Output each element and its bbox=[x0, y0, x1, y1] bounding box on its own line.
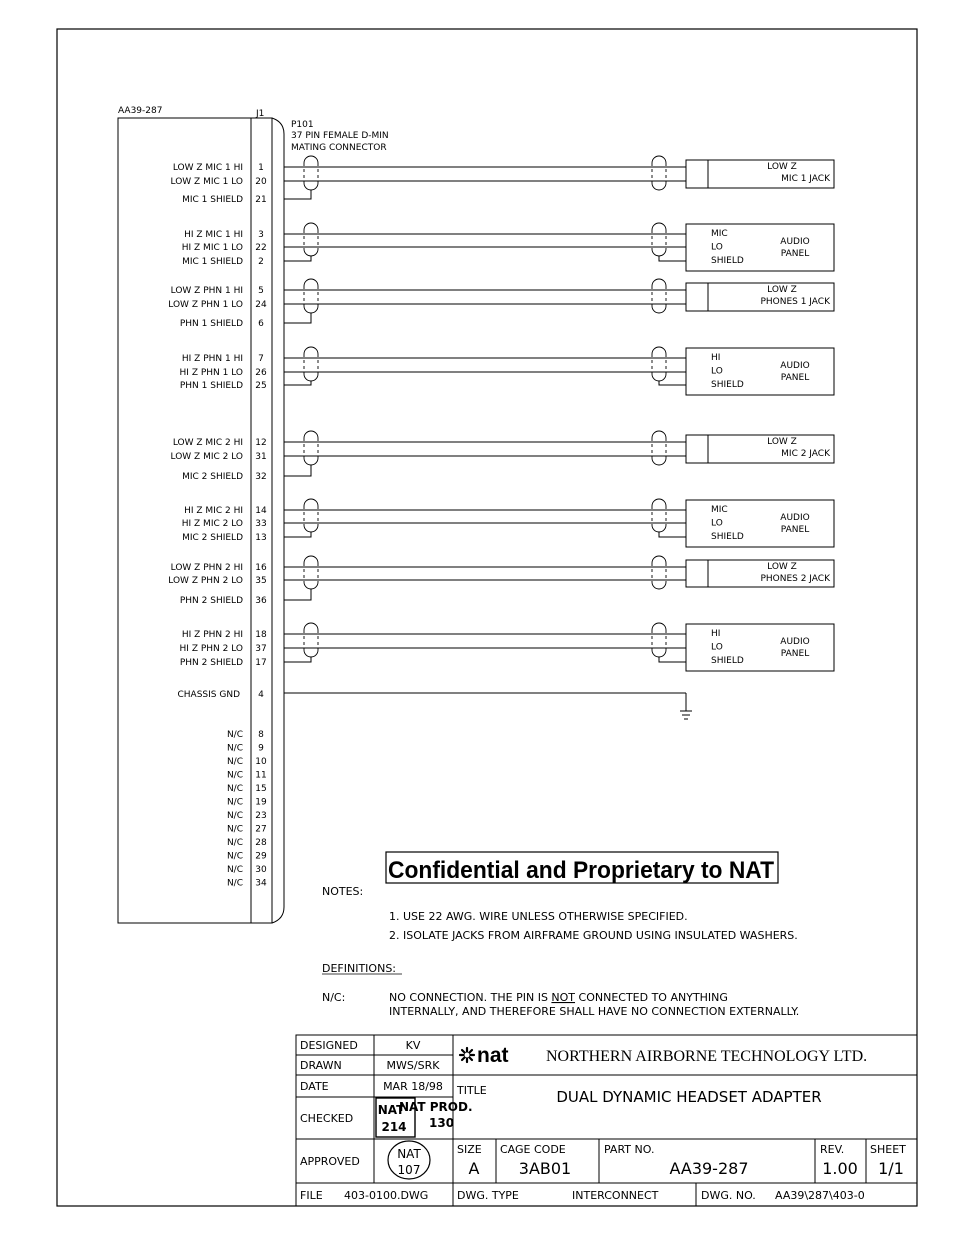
nc-pin-number: 15 bbox=[255, 784, 267, 794]
file-label: FILE bbox=[300, 1189, 323, 1202]
production-stamp bbox=[399, 1100, 473, 1130]
note-1: 1. USE 22 AWG. WIRE UNLESS OTHERWISE SPECIFIED. bbox=[389, 910, 688, 923]
approved-stamp-number: 107 bbox=[397, 1163, 421, 1177]
shield-drain-wire bbox=[659, 256, 686, 261]
nc-pin-number: 28 bbox=[255, 838, 267, 848]
panel-terminal-label: SHIELD bbox=[711, 656, 744, 666]
panel-terminal-label: HI bbox=[711, 353, 721, 363]
cable-shield-icon bbox=[652, 183, 666, 190]
checked-stamp-name: NAT bbox=[377, 1103, 405, 1117]
nc-label: N/C bbox=[226, 797, 243, 808]
nc-term: N/C: bbox=[322, 991, 346, 1004]
cable-shield-icon bbox=[304, 582, 318, 589]
shield-drain-wire bbox=[284, 589, 311, 600]
pin-number: 3 bbox=[258, 230, 264, 240]
part-no-value: AA39-287 bbox=[669, 1159, 749, 1178]
panel-terminal-label: MIC bbox=[711, 229, 728, 239]
checked-label: CHECKED bbox=[300, 1112, 354, 1125]
pin-function-label: HI Z PHN 1 HI bbox=[181, 354, 243, 364]
panel-terminal-label: LO bbox=[711, 242, 723, 253]
ground-icon bbox=[680, 711, 692, 719]
mating-connector-outline bbox=[272, 118, 284, 923]
pin-number: 22 bbox=[255, 243, 267, 253]
pin-number: 37 bbox=[255, 644, 267, 654]
panel-terminal-label: LO bbox=[711, 642, 723, 653]
cable-shield-icon bbox=[652, 306, 666, 313]
production-stamp-name: NAT PROD. bbox=[399, 1100, 473, 1114]
pin-number: 26 bbox=[255, 368, 267, 378]
panel-terminal-label: MIC bbox=[711, 505, 728, 515]
cable-shield-icon bbox=[304, 374, 318, 381]
nc-pin-number: 30 bbox=[255, 865, 267, 875]
pin-number: 25 bbox=[255, 381, 267, 391]
size-value: A bbox=[468, 1159, 480, 1178]
title-label: TITLE bbox=[457, 1084, 487, 1097]
note-2: 2. ISOLATE JACKS FROM AIRFRAME GROUND USING INSULATED WASHERS. bbox=[389, 929, 798, 942]
notes-heading: NOTES: bbox=[322, 885, 364, 898]
cable-shield-icon bbox=[304, 650, 318, 657]
nc-definition-part2: CONNECTED TO ANYTHING bbox=[575, 991, 728, 1004]
shield-drain-wire bbox=[659, 532, 686, 537]
panel-terminal-label: LO bbox=[711, 518, 723, 529]
drawn-label: DRAWN bbox=[300, 1059, 342, 1072]
shield-drain-wire bbox=[284, 465, 311, 476]
nc-label: N/C bbox=[226, 770, 243, 781]
connector-label: J1 bbox=[256, 109, 265, 119]
dwg-no-value: AA39\287\403-0 bbox=[775, 1189, 865, 1202]
pin-function-label: HI Z PHN 2 HI bbox=[181, 630, 243, 640]
nc-pin-number: 8 bbox=[258, 730, 264, 740]
pin-number: 7 bbox=[258, 354, 264, 364]
date-label: DATE bbox=[300, 1080, 329, 1093]
pin-function-label: HI Z MIC 1 HI bbox=[184, 230, 243, 240]
cable-shield-icon bbox=[652, 249, 666, 256]
pin-number: 36 bbox=[255, 596, 267, 606]
cage-code-value: 3AB01 bbox=[518, 1159, 572, 1178]
wiring-group bbox=[168, 279, 834, 329]
cage-code-label: CAGE CODE bbox=[500, 1143, 566, 1156]
drawn-value: MWS/SRK bbox=[386, 1059, 440, 1072]
cable-shield-icon bbox=[652, 525, 666, 532]
pin-function-label: PHN 1 SHIELD bbox=[179, 319, 243, 329]
cable-shield-icon bbox=[304, 223, 318, 230]
pin-function-label: MIC 1 SHIELD bbox=[182, 257, 243, 267]
designed-value: KV bbox=[405, 1039, 421, 1052]
pin-number: 12 bbox=[255, 438, 267, 448]
nc-label: N/C bbox=[226, 838, 243, 848]
cable-shield-icon bbox=[652, 374, 666, 381]
jack-name-label: MIC 1 JACK bbox=[781, 174, 830, 184]
nc-definition-line1 bbox=[389, 991, 728, 1004]
pin-function-label: HI Z MIC 2 LO bbox=[181, 519, 243, 529]
designed-label: DESIGNED bbox=[300, 1039, 358, 1052]
jack-name-label: PHONES 2 JACK bbox=[760, 574, 830, 584]
jack-name-label: LOW Z bbox=[767, 285, 797, 295]
date-value: MAR 18/98 bbox=[383, 1080, 443, 1093]
wiring-group bbox=[168, 556, 834, 606]
pin-function-label: LOW Z PHN 2 HI bbox=[170, 563, 243, 573]
sheet-label: SHEET bbox=[870, 1143, 906, 1156]
pin-function-label: MIC 1 SHIELD bbox=[182, 195, 243, 205]
panel-terminal-label: HI bbox=[711, 629, 721, 639]
pin-function-label: HI Z PHN 1 LO bbox=[179, 368, 243, 378]
wiring-group bbox=[180, 623, 834, 671]
nat-logo-icon bbox=[460, 1044, 509, 1067]
pin-number: 1 bbox=[258, 163, 264, 173]
shield-drain-wire bbox=[284, 256, 311, 261]
wiring-group bbox=[182, 223, 834, 271]
cable-shield-icon bbox=[304, 156, 318, 163]
cable-shield-icon bbox=[652, 223, 666, 230]
pin-number: 13 bbox=[255, 533, 267, 543]
pin-number: 5 bbox=[258, 286, 264, 296]
cable-shield-icon bbox=[652, 458, 666, 465]
pin-function-label: HI Z MIC 2 HI bbox=[184, 506, 243, 516]
wiring-group bbox=[171, 431, 835, 482]
pin-number: 2 bbox=[258, 257, 264, 267]
nc-pin-number: 11 bbox=[255, 770, 267, 781]
size-label: SIZE bbox=[457, 1143, 482, 1156]
wiring-group bbox=[180, 347, 834, 395]
cable-shield-icon bbox=[304, 431, 318, 438]
panel-name-label: AUDIO bbox=[780, 237, 810, 247]
pin-number: 21 bbox=[255, 195, 267, 205]
company-name: NORTHERN AIRBORNE TECHNOLOGY LTD. bbox=[546, 1048, 868, 1065]
cable-shield-icon bbox=[304, 458, 318, 465]
adapter-label: AA39-287 bbox=[118, 106, 163, 116]
pin-function-label: LOW Z PHN 1 HI bbox=[170, 286, 243, 296]
confidential-banner: Confidential and Proprietary to NAT bbox=[388, 857, 775, 884]
cable-shield-icon bbox=[652, 650, 666, 657]
pin-function-label: LOW Z MIC 2 LO bbox=[170, 452, 243, 462]
jack-name-label: LOW Z bbox=[767, 162, 797, 172]
nc-pin-number: 34 bbox=[255, 878, 267, 889]
pin-number: 32 bbox=[255, 472, 267, 482]
cable-shield-icon bbox=[304, 249, 318, 256]
cable-shield-icon bbox=[652, 556, 666, 563]
part-no-label: PART NO. bbox=[604, 1143, 655, 1156]
nc-pin-list bbox=[227, 730, 267, 889]
cable-shield-icon bbox=[304, 499, 318, 506]
wiring-group bbox=[182, 499, 834, 547]
audio-panel-box bbox=[686, 348, 834, 395]
wiring-groups bbox=[168, 156, 834, 671]
pin-function-label: HI Z MIC 1 LO bbox=[181, 243, 243, 253]
company-logo-text: nat bbox=[477, 1044, 509, 1067]
shield-drain-wire bbox=[659, 657, 686, 662]
dwg-no-label: DWG. NO. bbox=[701, 1189, 756, 1202]
cable-shield-icon bbox=[304, 279, 318, 286]
shield-drain-wire bbox=[284, 190, 311, 199]
panel-name-label: AUDIO bbox=[780, 361, 810, 371]
nc-pin-number: 19 bbox=[255, 797, 267, 808]
panel-name-label: PANEL bbox=[780, 249, 810, 259]
cable-shield-icon bbox=[304, 525, 318, 532]
pin-function-label: LOW Z MIC 1 LO bbox=[170, 177, 243, 187]
panel-name-label: AUDIO bbox=[780, 513, 810, 523]
sheet-border bbox=[57, 29, 917, 1206]
pin-function-label: LOW Z PHN 1 LO bbox=[168, 300, 243, 310]
pin-number: 18 bbox=[255, 630, 267, 640]
nc-pin-number: 10 bbox=[255, 757, 267, 767]
approved-stamp bbox=[388, 1141, 430, 1179]
jack-name-label: LOW Z bbox=[767, 562, 797, 572]
jack-name-label: PHONES 1 JACK bbox=[760, 297, 830, 307]
nc-label: N/C bbox=[226, 824, 243, 835]
audio-panel-box bbox=[686, 500, 834, 547]
jack-name-label: MIC 2 JACK bbox=[781, 449, 830, 459]
mating-connector-line2: 37 PIN FEMALE D-MIN bbox=[291, 131, 389, 141]
mating-connector-line1: P101 bbox=[291, 120, 314, 130]
shield-drain-wire bbox=[284, 657, 311, 662]
shield-drain-wire bbox=[284, 381, 311, 385]
cable-shield-icon bbox=[652, 582, 666, 589]
pin-function-label: PHN 2 SHIELD bbox=[179, 596, 243, 606]
checked-stamp-number: 214 bbox=[381, 1120, 407, 1134]
nc-label: N/C bbox=[226, 743, 243, 754]
rev-label: REV. bbox=[820, 1143, 845, 1156]
pin-number: 16 bbox=[255, 563, 267, 573]
cable-shield-icon bbox=[304, 556, 318, 563]
cable-shield-icon bbox=[652, 156, 666, 163]
production-stamp-number: 130 bbox=[429, 1116, 455, 1130]
pin-number: 6 bbox=[258, 319, 264, 329]
cable-shield-icon bbox=[652, 347, 666, 354]
nc-label: N/C bbox=[226, 851, 243, 862]
cable-shield-icon bbox=[652, 279, 666, 286]
nc-label: N/C bbox=[226, 730, 243, 740]
pin-number: 35 bbox=[255, 576, 267, 586]
jack-name-label: LOW Z bbox=[767, 437, 797, 447]
drawing-title: DUAL DYNAMIC HEADSET ADAPTER bbox=[556, 1088, 822, 1106]
cable-shield-icon bbox=[652, 431, 666, 438]
nc-pin-number: 23 bbox=[255, 811, 267, 821]
panel-name-label: PANEL bbox=[780, 373, 810, 383]
pin-function-label: PHN 2 SHIELD bbox=[179, 658, 243, 668]
audio-panel-box bbox=[686, 624, 834, 671]
pin-number: 31 bbox=[255, 452, 267, 462]
nc-definition-part1: NO CONNECTION. THE PIN IS bbox=[389, 991, 552, 1004]
nc-pin-number: 9 bbox=[258, 743, 264, 754]
nc-pin-number: 27 bbox=[255, 824, 267, 835]
cable-shield-icon bbox=[304, 347, 318, 354]
shield-drain-wire bbox=[659, 381, 686, 385]
rev-value: 1.00 bbox=[822, 1159, 858, 1178]
chassis-gnd-label: CHASSIS GND bbox=[177, 690, 240, 700]
cable-shield-icon bbox=[304, 183, 318, 190]
pin-function-label: MIC 2 SHIELD bbox=[182, 533, 243, 543]
pin-number: 33 bbox=[255, 519, 267, 529]
nc-label: N/C bbox=[226, 784, 243, 794]
mating-connector-line3: MATING CONNECTOR bbox=[291, 143, 387, 153]
shield-drain-wire bbox=[284, 532, 311, 537]
cable-shield-icon bbox=[652, 499, 666, 506]
panel-name-label: AUDIO bbox=[780, 637, 810, 647]
sheet-value: 1/1 bbox=[878, 1159, 904, 1178]
dwg-type-label: DWG. TYPE bbox=[457, 1189, 519, 1202]
pin-function-label: LOW Z PHN 2 LO bbox=[168, 576, 243, 586]
audio-panel-box bbox=[686, 224, 834, 271]
pin-number: 24 bbox=[255, 300, 267, 310]
pin-function-label: HI Z PHN 2 LO bbox=[179, 644, 243, 654]
pin-function-label: PHN 1 SHIELD bbox=[179, 381, 243, 391]
panel-terminal-label: LO bbox=[711, 366, 723, 377]
nc-label: N/C bbox=[226, 811, 243, 821]
pin-number: 17 bbox=[255, 658, 267, 668]
pin-number: 14 bbox=[255, 506, 267, 516]
dwg-type-value: INTERCONNECT bbox=[572, 1189, 659, 1202]
nc-definition-not: NOT bbox=[551, 991, 576, 1004]
shield-drain-wire bbox=[284, 313, 311, 323]
panel-name-label: PANEL bbox=[780, 649, 810, 659]
chassis-gnd-pin: 4 bbox=[258, 690, 264, 700]
nc-label: N/C bbox=[226, 757, 243, 767]
pin-function-label: LOW Z MIC 1 HI bbox=[172, 163, 243, 173]
panel-terminal-label: SHIELD bbox=[711, 532, 744, 542]
approved-stamp-name: NAT bbox=[397, 1147, 421, 1161]
approved-label: APPROVED bbox=[300, 1155, 360, 1168]
panel-terminal-label: SHIELD bbox=[711, 256, 744, 266]
nc-pin-number: 29 bbox=[255, 851, 267, 862]
wiring-group bbox=[171, 156, 835, 205]
file-value: 403-0100.DWG bbox=[344, 1189, 429, 1202]
cable-shield-icon bbox=[652, 623, 666, 630]
nc-label: N/C bbox=[226, 865, 243, 875]
cable-shield-icon bbox=[304, 306, 318, 313]
panel-terminal-label: SHIELD bbox=[711, 380, 744, 390]
panel-name-label: PANEL bbox=[780, 525, 810, 535]
pin-function-label: LOW Z MIC 2 HI bbox=[172, 438, 243, 448]
cable-shield-icon bbox=[304, 623, 318, 630]
nc-definition-line2: INTERNALLY, AND THEREFORE SHALL HAVE NO CONNECTION EXTERNALLY. bbox=[389, 1005, 800, 1018]
nc-label: N/C bbox=[226, 878, 243, 889]
definitions-heading: DEFINITIONS: bbox=[322, 962, 397, 975]
pin-function-label: MIC 2 SHIELD bbox=[182, 472, 243, 482]
pin-number: 20 bbox=[255, 177, 267, 187]
